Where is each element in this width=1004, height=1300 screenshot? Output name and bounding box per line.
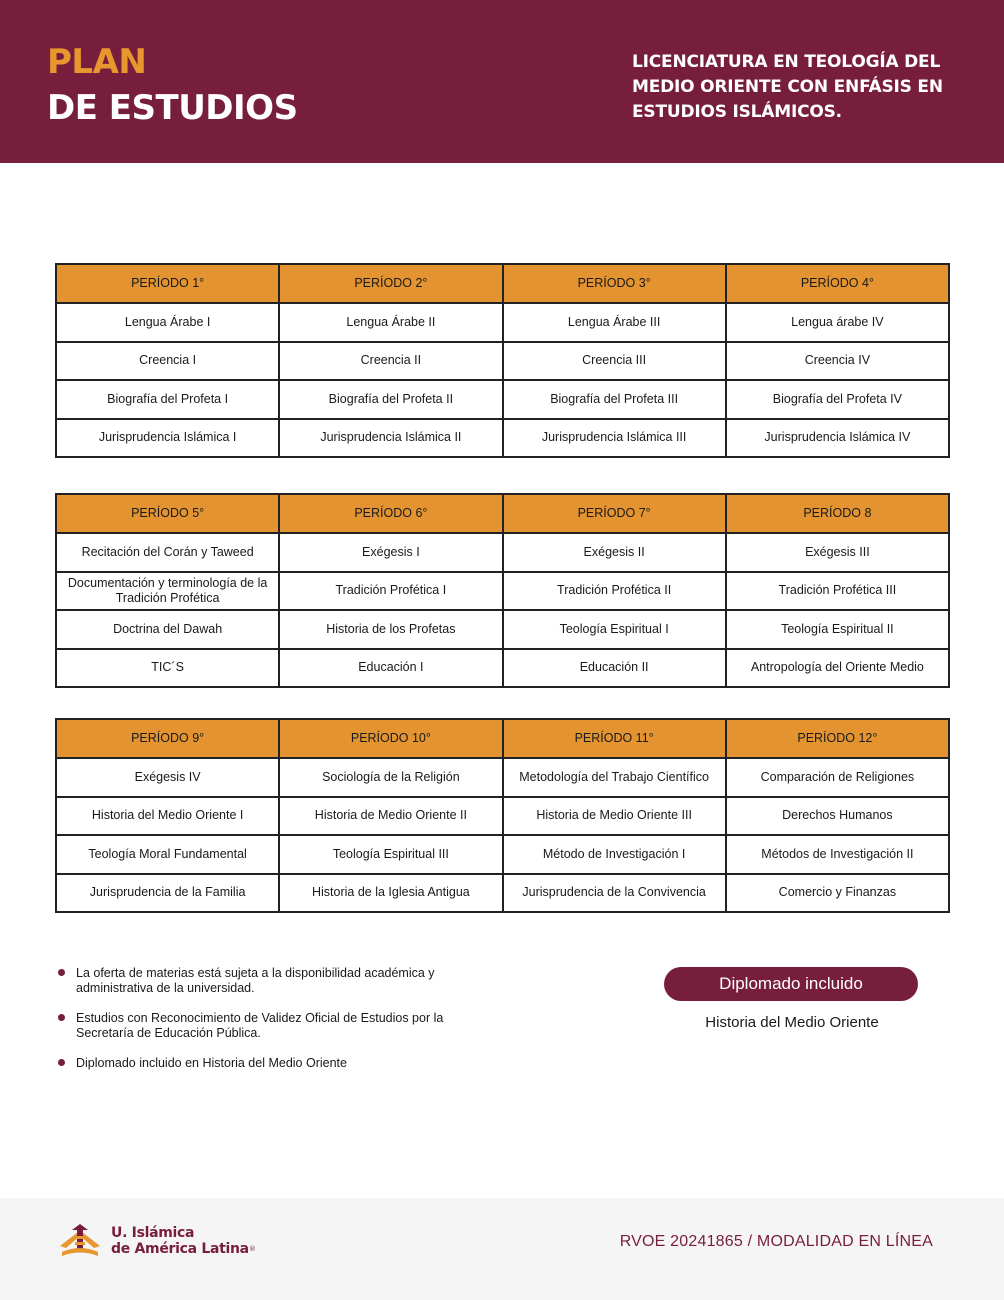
table-row <box>56 758 949 797</box>
course-cell: Documentación y terminología de la Tradición Profética <box>56 572 279 611</box>
period-header: PERÍODO 5° <box>56 494 279 533</box>
curriculum-table-periods-5-8 <box>55 493 950 688</box>
note-text: Diplomado incluido en Historia del Medio Oriente <box>76 1056 347 1070</box>
course-cell: Metodología del Trabajo Científico <box>503 758 726 797</box>
bullet-icon <box>58 1014 65 1021</box>
table-row <box>56 572 949 611</box>
course-cell: Sociología de la Religión <box>279 758 502 797</box>
bullet-icon <box>58 969 65 976</box>
course-cell: Historia de Medio Oriente II <box>279 797 502 836</box>
registered-mark: ® <box>248 1245 256 1253</box>
course-cell: Lengua Árabe III <box>503 303 726 342</box>
course-cell: Educación I <box>279 649 502 688</box>
note-item <box>58 1011 488 1041</box>
table-row <box>56 649 949 688</box>
course-cell: Antropología del Oriente Medio <box>726 649 949 688</box>
table-row <box>56 874 949 913</box>
table-row <box>56 303 949 342</box>
course-cell: Biografía del Profeta IV <box>726 380 949 419</box>
course-cell: Tradición Profética III <box>726 572 949 611</box>
program-title: LICENCIATURA EN TEOLOGÍA DEL MEDIO ORIENTE CON ENFÁSIS EN ESTUDIOS ISLÁMICOS. <box>632 52 943 122</box>
table-header-row <box>56 494 949 533</box>
table-row <box>56 610 949 649</box>
title-de-estudios: DE ESTUDIOS <box>47 88 298 128</box>
course-cell: TIC´S <box>56 649 279 688</box>
period-header: PERÍODO 6° <box>279 494 502 533</box>
note-text: La oferta de materias está sujeta a la disponibilidad académica y administrativa de la universidad. <box>76 966 435 995</box>
university-logo-text <box>111 1225 256 1257</box>
period-header: PERÍODO 9° <box>56 719 279 758</box>
course-cell: Tradición Profética II <box>503 572 726 611</box>
table-row <box>56 533 949 572</box>
course-cell: Creencia I <box>56 342 279 381</box>
course-cell: Tradición Profética I <box>279 572 502 611</box>
course-cell: Comercio y Finanzas <box>726 874 949 913</box>
course-cell: Creencia II <box>279 342 502 381</box>
course-cell: Historia de los Profetas <box>279 610 502 649</box>
note-item <box>58 966 488 996</box>
diploma-badge: Diplomado incluido <box>664 967 918 1001</box>
period-header: PERÍODO 12° <box>726 719 949 758</box>
course-cell: Jurisprudencia de la Familia <box>56 874 279 913</box>
course-cell: Creencia III <box>503 342 726 381</box>
table-header-row <box>56 719 949 758</box>
course-cell: Recitación del Corán y Taweed <box>56 533 279 572</box>
course-cell: Teología Espiritual II <box>726 610 949 649</box>
course-cell: Teología Moral Fundamental <box>56 835 279 874</box>
course-cell: Educación II <box>503 649 726 688</box>
bullet-icon <box>58 1059 65 1066</box>
course-cell: Lengua Árabe I <box>56 303 279 342</box>
note-text: Estudios con Reconocimiento de Validez Oficial de Estudios por la Secretaría de Educación Pública. <box>76 1011 444 1040</box>
course-cell: Jurisprudencia de la Convivencia <box>503 874 726 913</box>
course-cell: Jurisprudencia Islámica IV <box>726 419 949 458</box>
university-logo-icon <box>58 1222 102 1260</box>
logo-line-2: de América Latina® <box>111 1241 256 1257</box>
course-cell: Historia del Medio Oriente I <box>56 797 279 836</box>
period-header: PERÍODO 7° <box>503 494 726 533</box>
period-header: PERÍODO 8 <box>726 494 949 533</box>
course-cell: Biografía del Profeta III <box>503 380 726 419</box>
logo-line-1: U. Islámica <box>111 1225 195 1241</box>
table-row <box>56 419 949 458</box>
course-cell: Exégesis IV <box>56 758 279 797</box>
period-header: PERÍODO 4° <box>726 264 949 303</box>
course-cell: Métodos de Investigación II <box>726 835 949 874</box>
course-cell: Exégesis II <box>503 533 726 572</box>
course-cell: Jurisprudencia Islámica III <box>503 419 726 458</box>
period-header: PERÍODO 3° <box>503 264 726 303</box>
course-cell: Jurisprudencia Islámica I <box>56 419 279 458</box>
course-cell: Jurisprudencia Islámica II <box>279 419 502 458</box>
course-cell: Biografía del Profeta II <box>279 380 502 419</box>
title-plan: PLAN <box>47 42 147 82</box>
course-cell: Lengua Árabe II <box>279 303 502 342</box>
notes-list <box>58 966 488 1086</box>
course-cell: Creencia IV <box>726 342 949 381</box>
table-header-row <box>56 264 949 303</box>
course-cell: Exégesis III <box>726 533 949 572</box>
rvoe-text: RVOE 20241865 / MODALIDAD EN LÍNEA <box>619 1233 933 1250</box>
course-cell: Teología Espiritual III <box>279 835 502 874</box>
course-cell: Exégesis I <box>279 533 502 572</box>
course-cell: Historia de Medio Oriente III <box>503 797 726 836</box>
course-cell: Método de Investigación I <box>503 835 726 874</box>
course-cell: Doctrina del Dawah <box>56 610 279 649</box>
period-header: PERÍODO 10° <box>279 719 502 758</box>
period-header: PERÍODO 2° <box>279 264 502 303</box>
note-item <box>58 1056 488 1071</box>
course-cell: Comparación de Religiones <box>726 758 949 797</box>
table-row <box>56 797 949 836</box>
diploma-name: Historia del Medio Oriente <box>705 1014 879 1031</box>
table-row <box>56 380 949 419</box>
course-cell: Biografía del Profeta I <box>56 380 279 419</box>
header-banner <box>0 0 1004 163</box>
course-cell: Historia de la Iglesia Antigua <box>279 874 502 913</box>
period-header: PERÍODO 1° <box>56 264 279 303</box>
table-row <box>56 342 949 381</box>
course-cell: Derechos Humanos <box>726 797 949 836</box>
course-cell: Lengua árabe IV <box>726 303 949 342</box>
curriculum-table-periods-1-4 <box>55 263 950 458</box>
period-header: PERÍODO 11° <box>503 719 726 758</box>
curriculum-table-periods-9-12 <box>55 718 950 913</box>
course-cell: Teología Espiritual I <box>503 610 726 649</box>
table-row <box>56 835 949 874</box>
